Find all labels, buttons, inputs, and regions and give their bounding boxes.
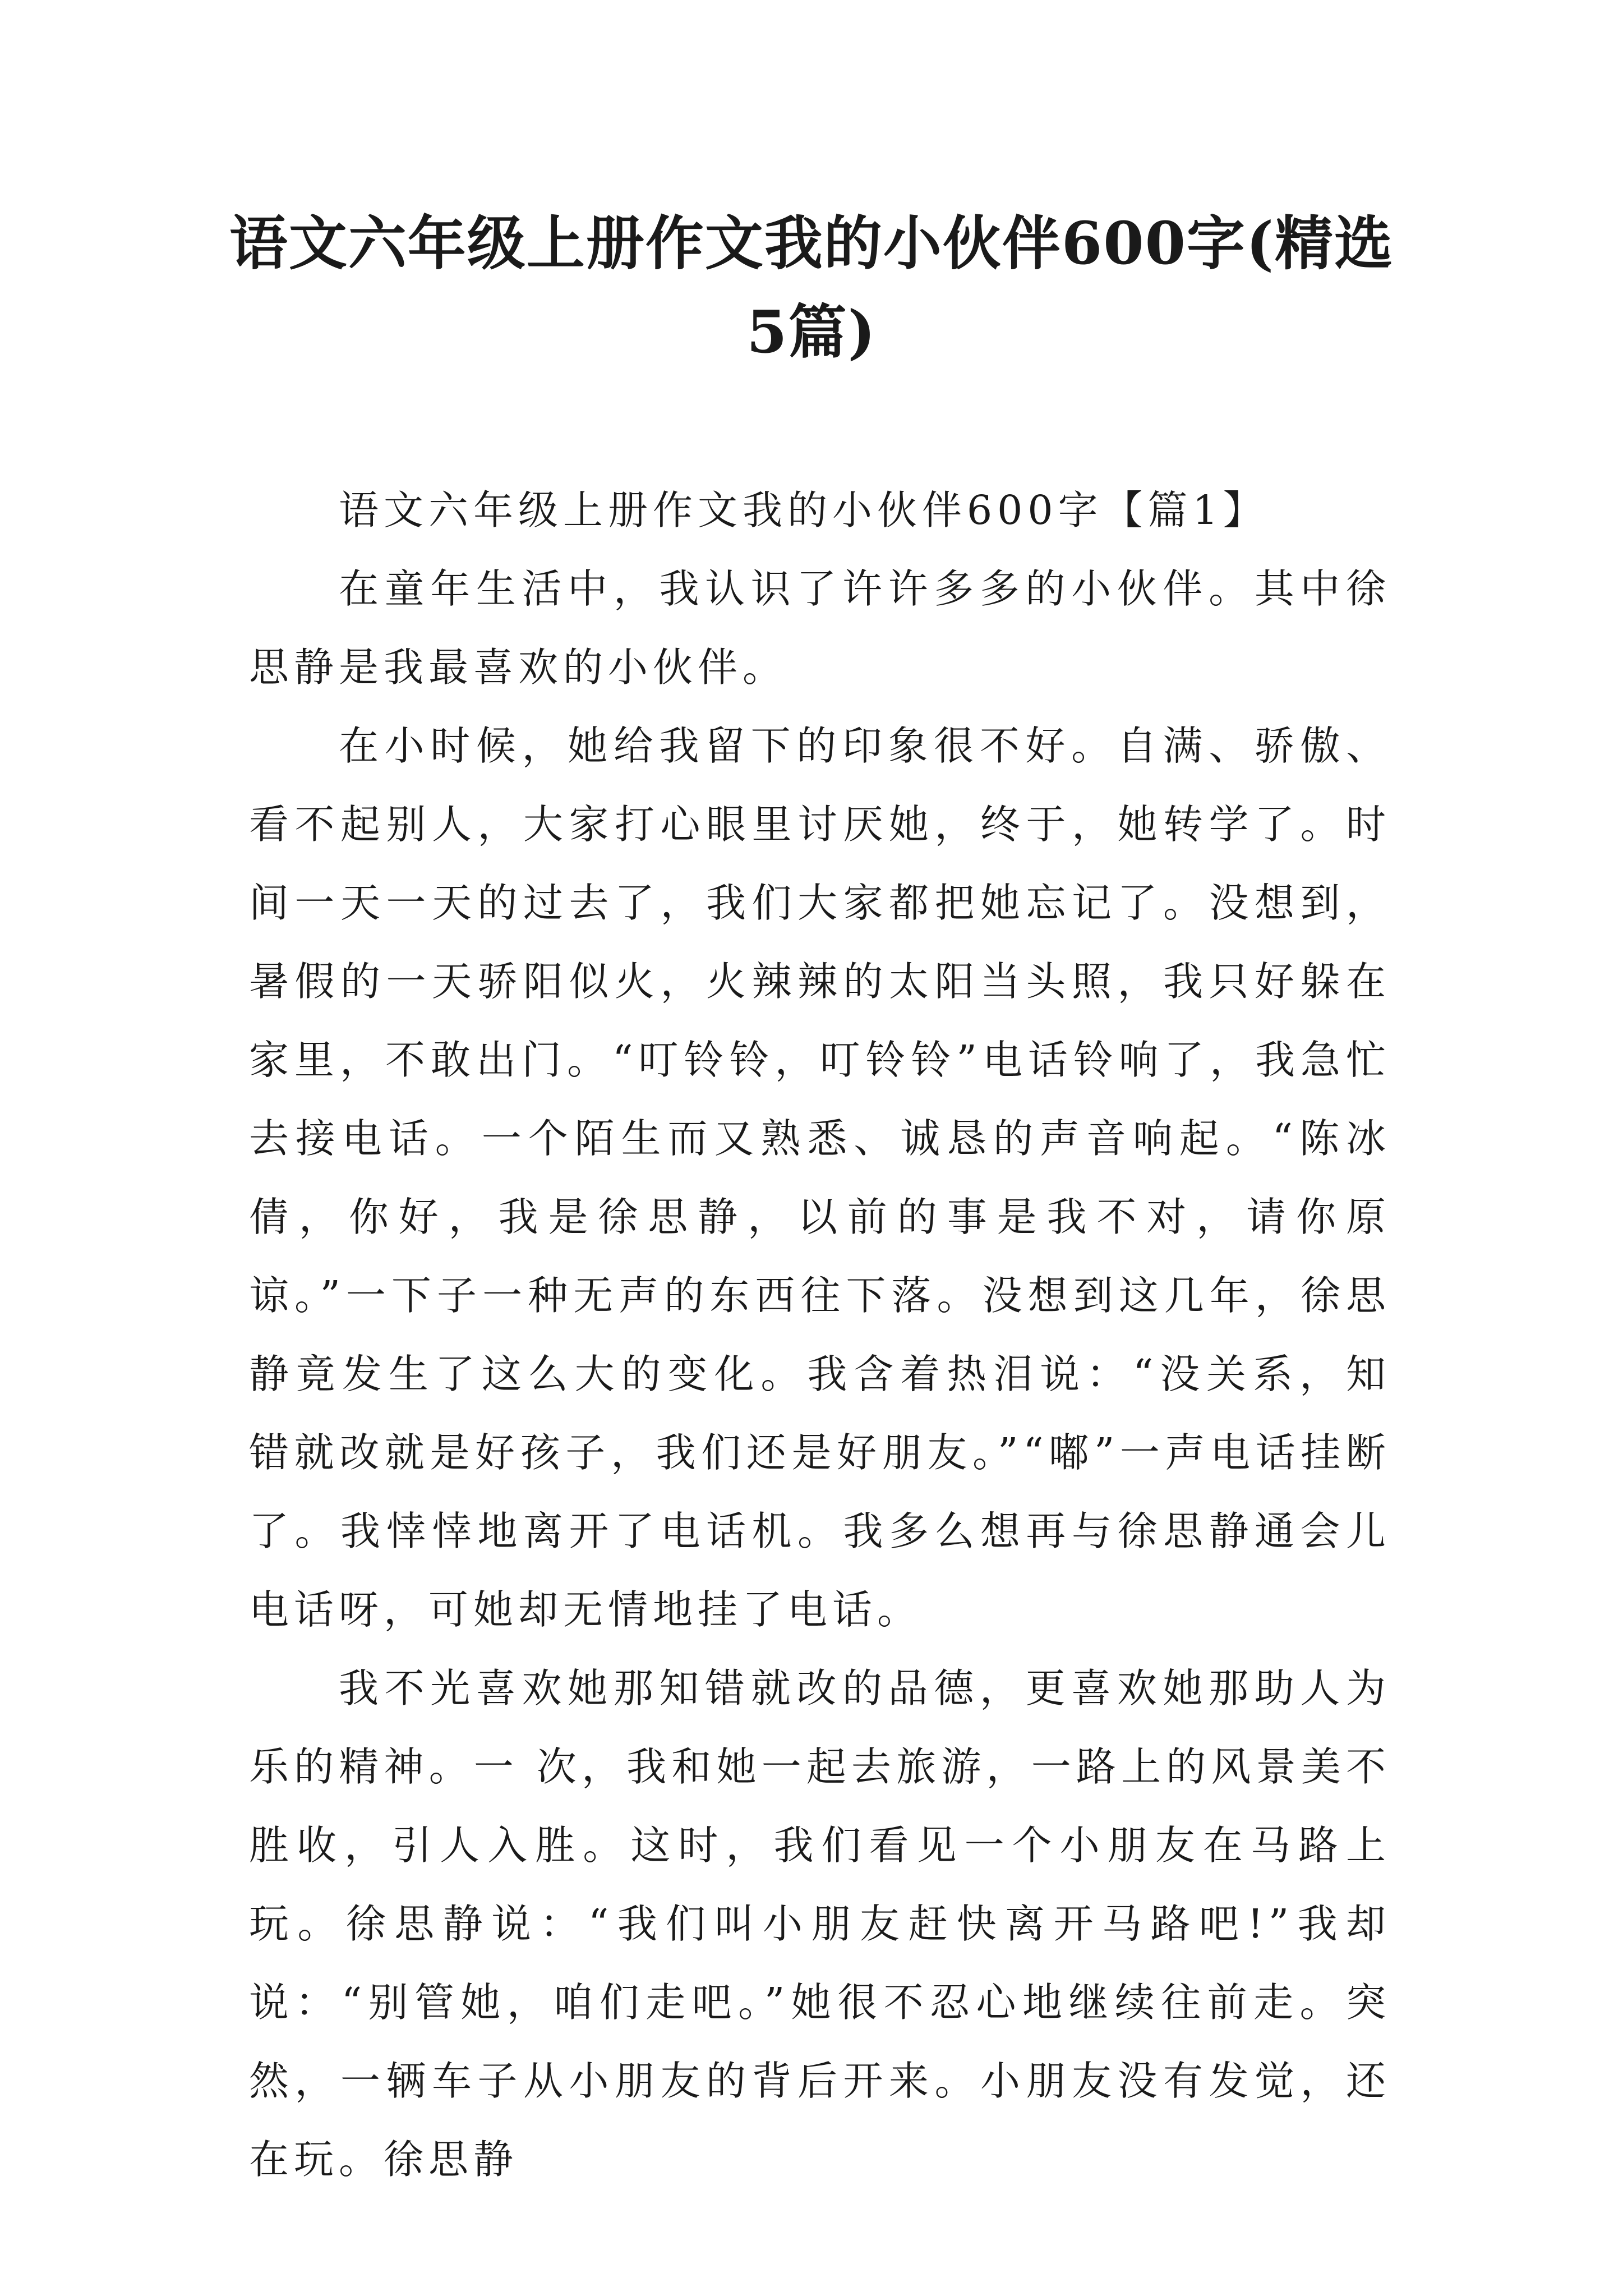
section-heading: 语文六年级上册作文我的小伙伴600字【篇1】 <box>339 487 1268 533</box>
paragraph-3: 我不光喜欢她那知错就改的品德，更喜欢她那助人为乐的精神。一 次，我和她一起去旅游，一路上的风景美不胜收，引人入胜。这时，我们看见一个小朋友在马路上玩。徐思静说：“我们叫小朋友赶快离开马路吧!”我却说：“别管她，咱们走吧。”她很不忍心地继续往前走。突然，一辆车子从小朋友的背后开来。小朋友没有发觉，还在玩。徐思静 <box>249 1665 1391 2183</box>
paragraph-1: 在童年生活中，我认识了许许多多的小伙伴。其中徐思静是我最喜欢的小伙伴。 <box>249 565 1391 691</box>
paragraph-2: 在小时候，她给我留下的印象很不好。自满、骄傲、看不起别人，大家打心眼里讨厌她，终于，她转学了。时间一天一天的过去了，我们大家都把她忘记了。没想到，暑假的一天骄阳似火，火辣辣的太阳当头照，我只好躲在家里，不敢出门。“叮铃铃，叮铃铃”电话铃响了，我急忙去接电话。一个陌生而又熟悉、诚恳的声音响起。“陈冰倩，你好，我是徐思静，以前的事是我不对，请你原谅。”一下子一种无声的东西往下落。没想到这几年，徐思静竟发生了这么大的变化。我含着热泪说：“没关系，知错就改就是好孩子，我们还是好朋友。”“嘟”一声电话挂断了。我悻悻地离开了电话机。我多么想再与徐思静通会儿电话呀，可她却无情地挂了电话。 <box>249 723 1391 1633</box>
document-title: 语文六年级上册作文我的小伙伴600字(精选5篇) <box>229 209 1394 366</box>
document-body <box>249 471 1391 2199</box>
